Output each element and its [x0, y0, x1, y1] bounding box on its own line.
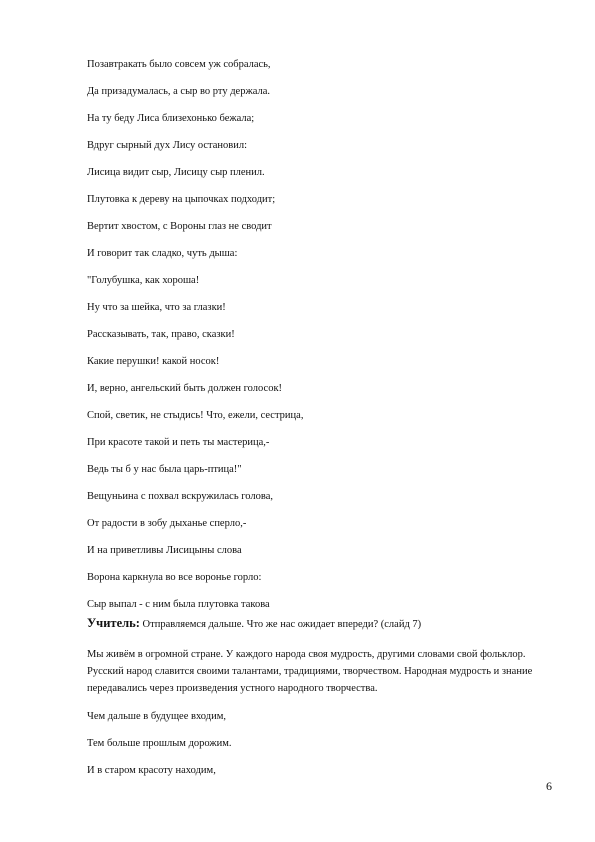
verse-line: И в старом красоту находим, [87, 765, 216, 776]
teacher-text: Отправляемся дальше. Что же нас ожидает впереди? (слайд 7) [139, 619, 422, 630]
verse-line: Чем дальше в будущее входим, [87, 711, 226, 722]
poem-line: И на приветливы Лисицыны слова [87, 545, 242, 556]
poem-line: Спой, светик, не стыдись! Что, ежели, сестрица, [87, 410, 304, 421]
poem-line: Лисица видит сыр, Лисицу сыр пленил. [87, 167, 265, 178]
poem-line: Ну что за шейка, что за глазки! [87, 302, 226, 313]
poem-line: И, верно, ангельский быть должен голосок! [87, 383, 283, 394]
page-number: 6 [546, 779, 552, 793]
poem-line: Плутовка к дереву на цыпочках подходит; [87, 194, 276, 205]
poem-line: Ворона каркнула во все воронье горло: [87, 572, 262, 583]
teacher-label: Учитель: [87, 616, 140, 630]
poem-line: Вдруг сырный дух Лису остановил: [87, 140, 248, 151]
body-paragraph: Мы живём в огромной стране. У каждого народа своя мудрость, другими словами свой фольклор. Русский народ славится своими талантами, традициями, творчеством. Народная мудрость и знание передавались через произведения устного народного творчества. [87, 649, 533, 694]
poem-line: Ведь ты б у нас была царь-птица!" [87, 464, 242, 475]
poem-line: При красоте такой и петь ты мастерица,- [87, 437, 270, 448]
poem-line: Вещуньина с похвал вскружилась голова, [87, 491, 273, 502]
poem-line: На ту беду Лиса близехонько бежала; [87, 113, 255, 124]
poem-line: От радости в зобу дыханье сперло,- [87, 518, 247, 529]
poem-line: Какие перушки! какой носок! [87, 356, 220, 367]
poem-line: "Голубушка, как хороша! [87, 275, 200, 286]
poem-line: Вертит хвостом, с Вороны глаз не сводит [87, 221, 272, 232]
verse-line: Тем больше прошлым дорожим. [87, 738, 232, 749]
poem-line: Да призадумалась, а сыр во рту держала. [87, 86, 270, 97]
teacher-remark [87, 616, 421, 632]
poem-line: Рассказывать, так, право, сказки! [87, 329, 235, 340]
poem-line: Позавтракать было совсем уж собралась, [87, 59, 271, 70]
poem-line: Сыр выпал - с ним была плутовка такова [87, 599, 270, 610]
poem-line: И говорит так сладко, чуть дыша: [87, 248, 238, 259]
